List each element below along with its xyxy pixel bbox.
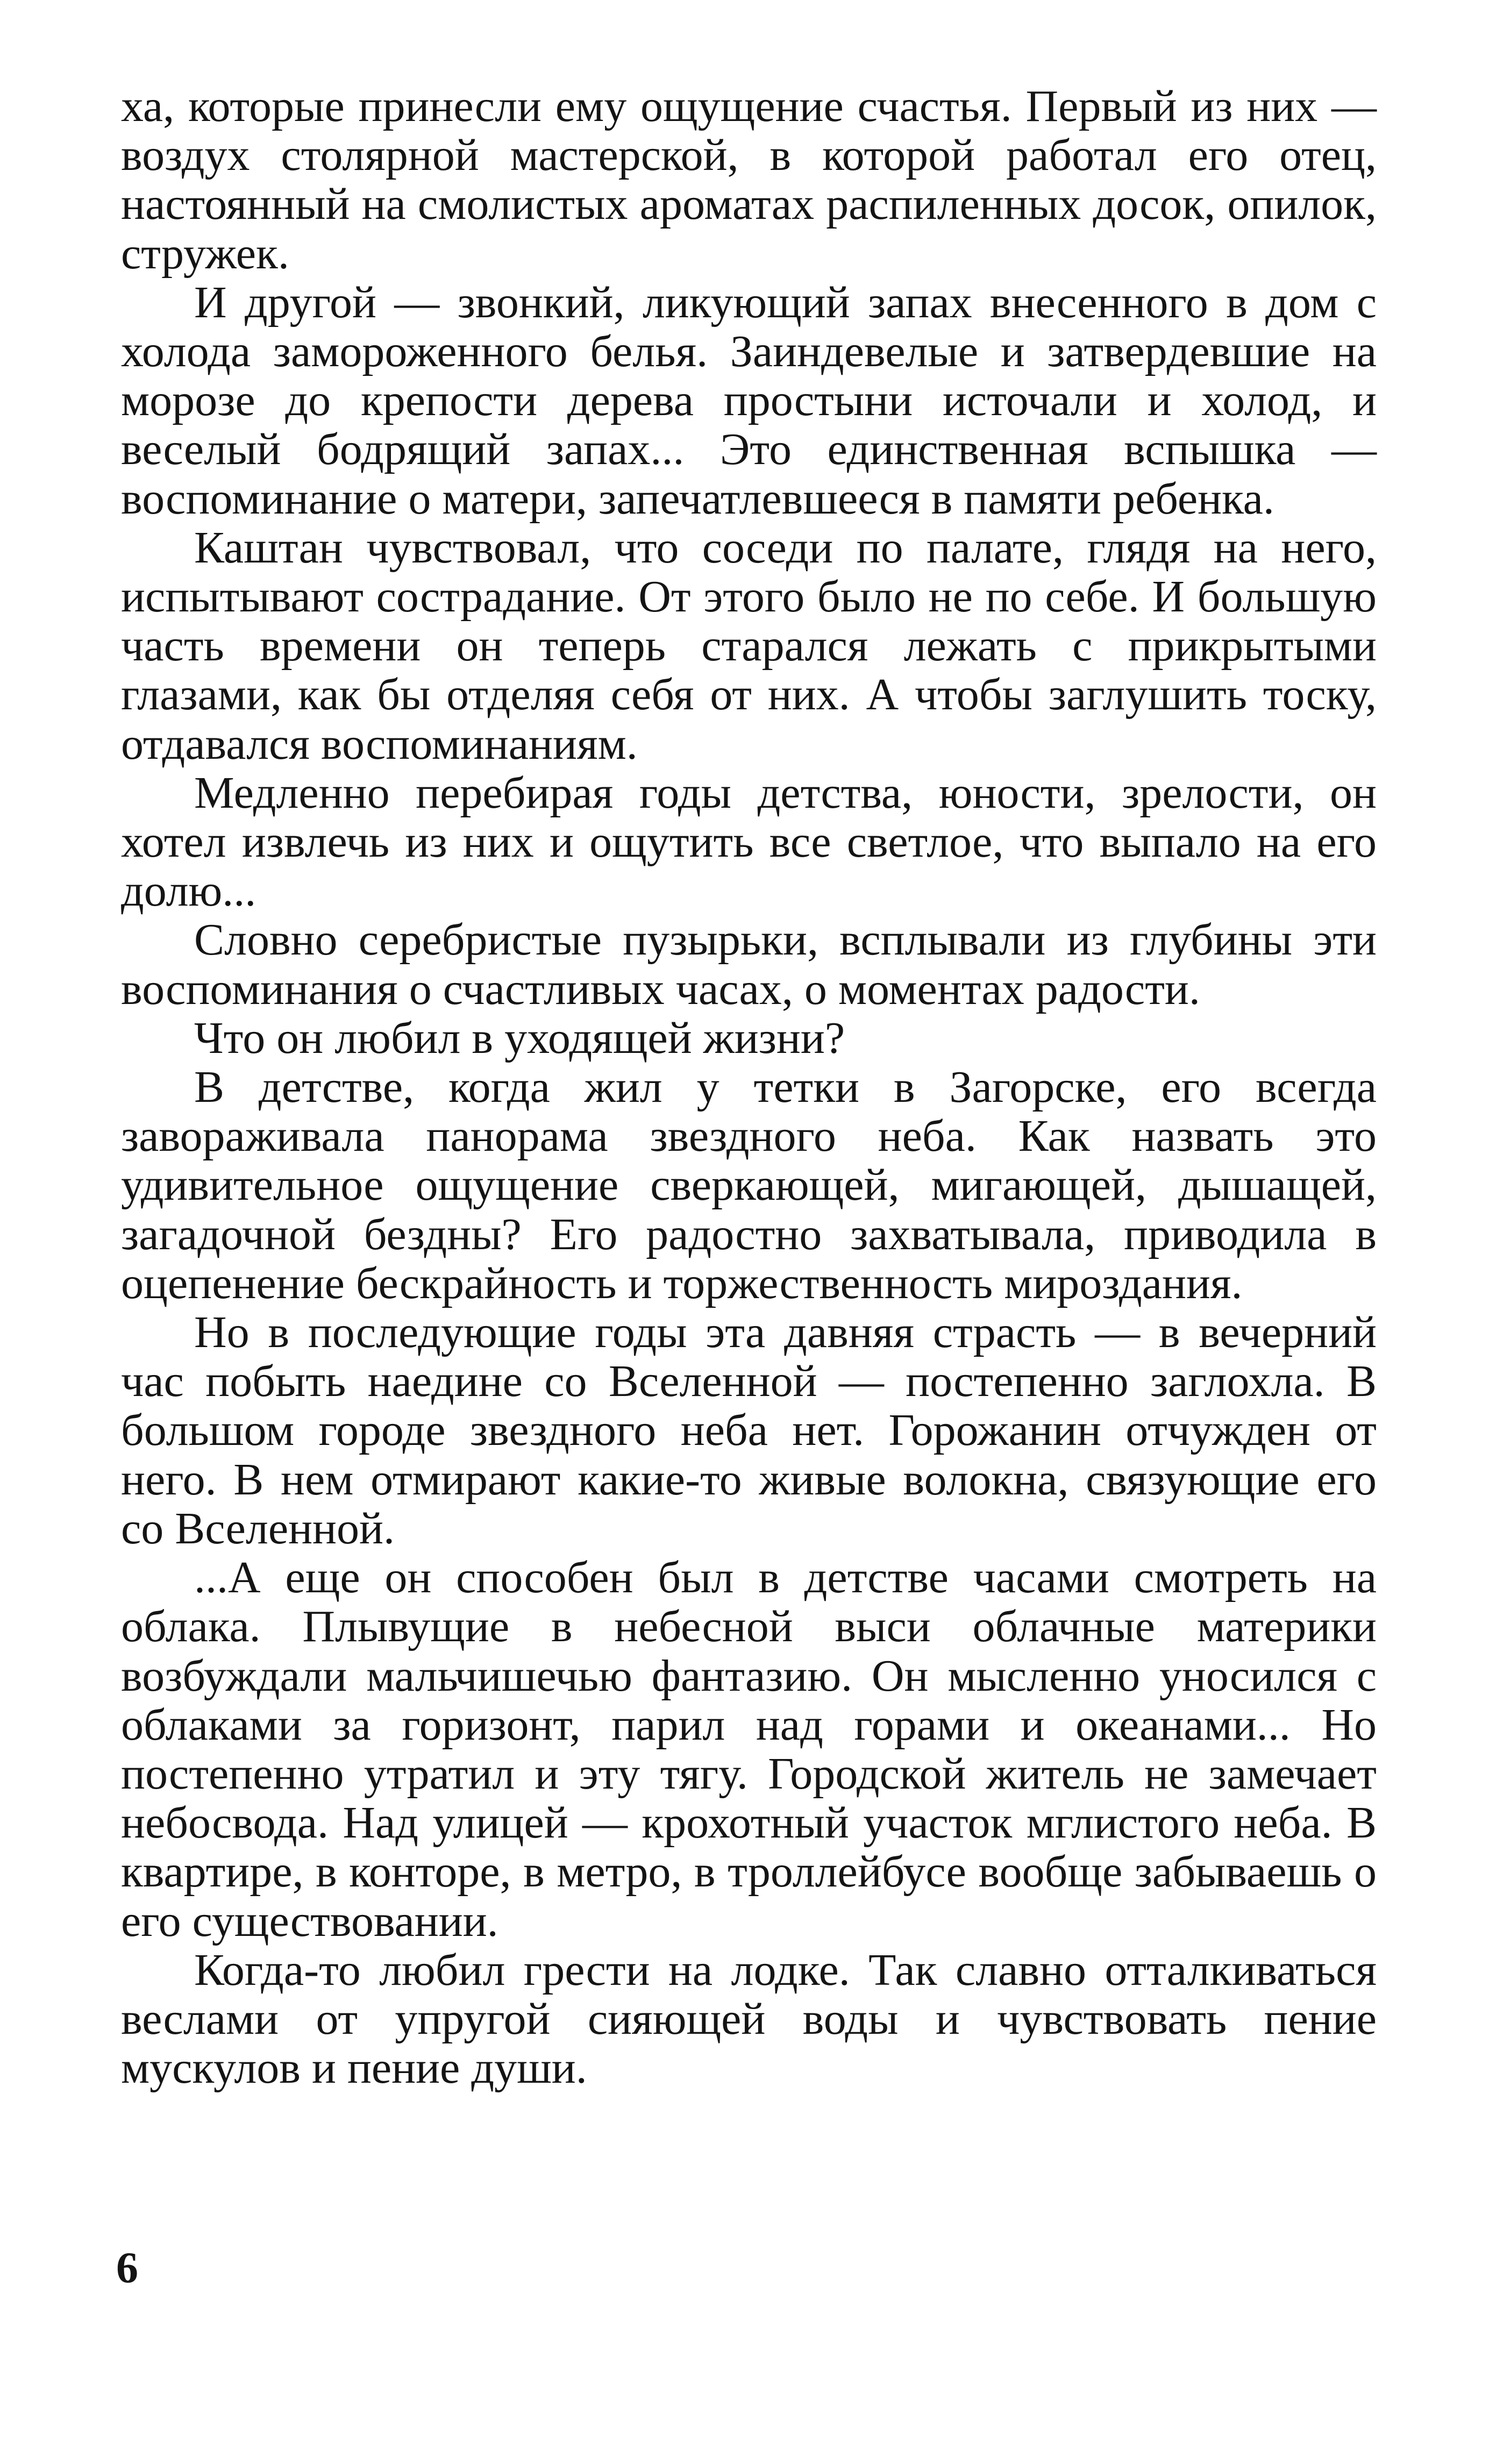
paragraph-10: Когда-то любил грести на лодке. Так славно отталкиваться веслами от упругой сияющей воды и чувствовать пение мускулов и пение души. <box>121 1945 1377 2093</box>
paragraph-4: Медленно перебирая годы детства, юности, зрелости, он хотел извлечь из них и ощутить все светлое, что выпало на его долю... <box>121 767 1377 916</box>
page-number: 6 <box>116 2243 138 2292</box>
paragraph-3: Каштан чувствовал, что соседи по палате, глядя на него, испытывают сострадание. От этого было не по себе. И большую часть времени он теперь старался лежать с прикрытыми глазами, как бы отделяя себя от них. А чтобы заглушить тоску, отдавался воспоминаниям. <box>121 522 1377 769</box>
paragraph-7: В детстве, когда жил у тетки в Загорске, его всегда завораживала панорама звездного неба. Как назвать это удивительное ощущение сверкающей, мигающей, дышащей, загадочной бездны? Его радостно захватывала, приводила в оцепенение бескрайность и торжественность мироздания. <box>121 1062 1377 1308</box>
paragraph-1: ха, которые принесли ему ощущение счастья. Первый из них — воздух столярной мастерской, в которой работал его отец, настоянный на смолистых ароматах распиленных досок, опилок, стружек. <box>121 81 1377 279</box>
paragraph-6: Что он любил в уходящей жизни? <box>194 1013 845 1063</box>
paragraph-9: ...А еще он способен был в детстве часами смотреть на облака. Плывущие в небесной выси облачные материки возбуждали мальчишечью фантазию. Он мысленно уносился с облаками за горизонт, парил над горами и океанами... Но постепенно утратил и эту тягу. Городской житель не замечает небосвода. Над улицей — крохотный участок мглистого неба. В квартире, в конторе, в метро, в троллейбусе вообще забываешь о его существовании. <box>121 1553 1377 1946</box>
paragraph-8: Но в последующие годы эта давняя страсть — в вечерний час побыть наедине со Вселенной — постепенно заглохла. В большом городе звездного неба нет. Горожанин отчужден от него. В нем отмирают какие-то живые волокна, связующие его со Вселенной. <box>121 1307 1377 1554</box>
paragraph-2: И другой — звонкий, ликующий запах внесенного в дом с холода замороженного белья. Заиндевелые и затвердевшие на морозе до крепости дерева простыни источали и холод, и веселый бодрящий запах... Это единственная вспышка — воспоминание о матери, запечатлевшееся в памяти ребенка. <box>121 277 1377 524</box>
body-text <box>121 82 1377 2092</box>
paragraph-5: Словно серебристые пузырьки, всплывали из глубины эти воспоминания о счастливых часах, о моментах радости. <box>121 915 1377 1014</box>
